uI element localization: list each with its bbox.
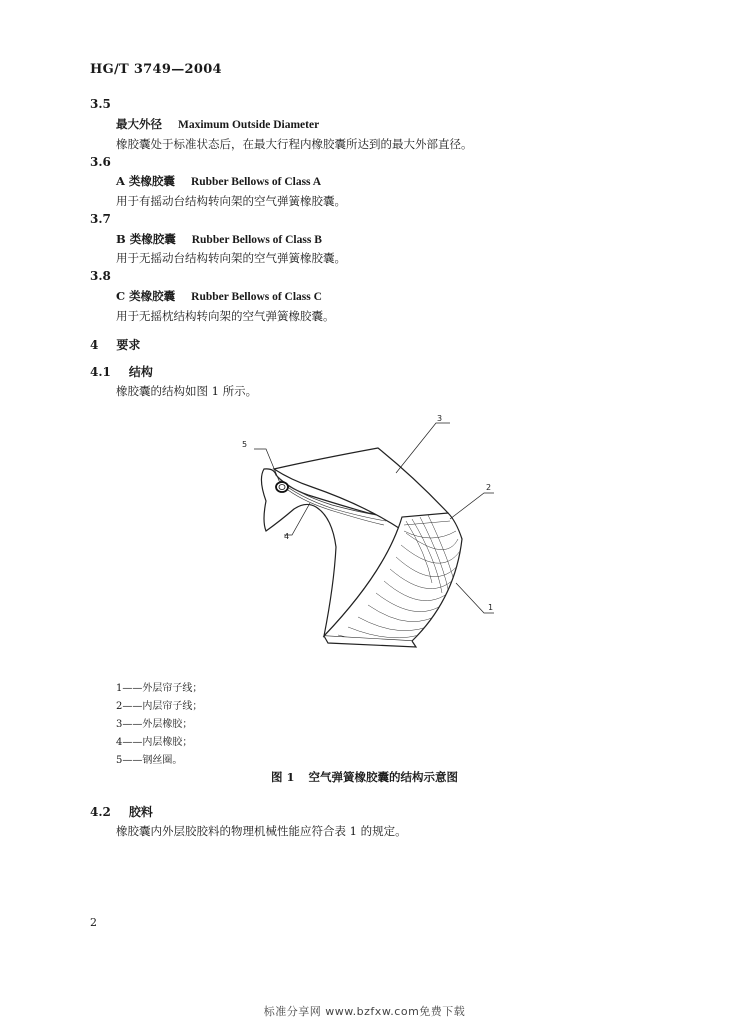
callout-3: 3	[437, 414, 443, 423]
callout-2: 2	[486, 483, 492, 492]
term-definition: 用于无摇动台结构转向架的空气弹簧橡胶囊。	[116, 251, 346, 265]
section-text: 橡胶囊内外层胶胶料的物理机械性能应符合表 1 的规定。	[116, 824, 407, 838]
section-number: 4.1	[90, 365, 111, 379]
term-zh: 最大外径	[116, 117, 162, 131]
legend-item: 1——外层帘子线；	[116, 683, 203, 694]
legend-item: 2——内层帘子线；	[116, 701, 203, 712]
term-zh: C 类橡胶囊	[116, 289, 176, 303]
bellows-cross-section-drawing	[236, 413, 506, 658]
callout-4: 4	[284, 532, 290, 541]
callout-1: 1	[488, 603, 494, 612]
page-number: 2	[90, 916, 97, 929]
term-definition: 橡胶囊处于标准状态后，在最大行程内橡胶囊所达到的最大外部直径。	[116, 137, 473, 151]
section-title: 胶料	[128, 805, 153, 819]
figure-caption	[0, 769, 729, 785]
term-title	[116, 116, 319, 132]
term-title	[116, 231, 322, 247]
section-heading	[90, 336, 140, 353]
section-title: 结构	[128, 365, 153, 379]
section-number: 4	[90, 338, 99, 352]
term-zh: A 类橡胶囊	[116, 174, 175, 188]
term-en: Rubber Bellows of Class A	[190, 176, 322, 188]
term-number: 3.6	[90, 155, 111, 169]
term-number: 3.8	[90, 269, 111, 283]
section-number: 4.2	[90, 805, 111, 819]
section-title: 要求	[116, 338, 141, 352]
watermark-footer: 标准分享网 www.bzfxw.com免费下载	[263, 1005, 466, 1018]
term-number: 3.5	[90, 97, 111, 111]
term-title	[116, 288, 322, 304]
figure-caption-number: 图 1	[270, 770, 295, 784]
term-zh: B 类橡胶囊	[116, 232, 176, 246]
term-number: 3.7	[90, 212, 111, 226]
term-en: Rubber Bellows of Class C	[191, 291, 322, 303]
term-definition: 用于有摇动台结构转向架的空气弹簧橡胶囊。	[116, 194, 346, 208]
legend-item: 3——外层橡胶；	[116, 719, 193, 730]
term-en: Rubber Bellows of Class B	[191, 234, 322, 246]
term-definition: 用于无摇枕结构转向架的空气弹簧橡胶囊。	[116, 309, 335, 323]
document-header: HG/T 3749—2004	[90, 62, 222, 77]
subsection-heading	[90, 803, 153, 820]
term-title	[116, 173, 321, 189]
legend-item: 5——钢丝圈。	[116, 755, 183, 766]
bellows-structure-figure	[236, 413, 506, 658]
figure-caption-text: 空气弹簧橡胶囊的结构示意图	[308, 770, 458, 784]
term-en: Maximum Outside Diameter	[178, 119, 320, 131]
section-text: 橡胶囊的结构如图 1 所示。	[116, 384, 258, 398]
callout-5: 5	[242, 440, 248, 449]
legend-item: 4——内层橡胶；	[116, 737, 193, 748]
subsection-heading	[90, 363, 153, 380]
